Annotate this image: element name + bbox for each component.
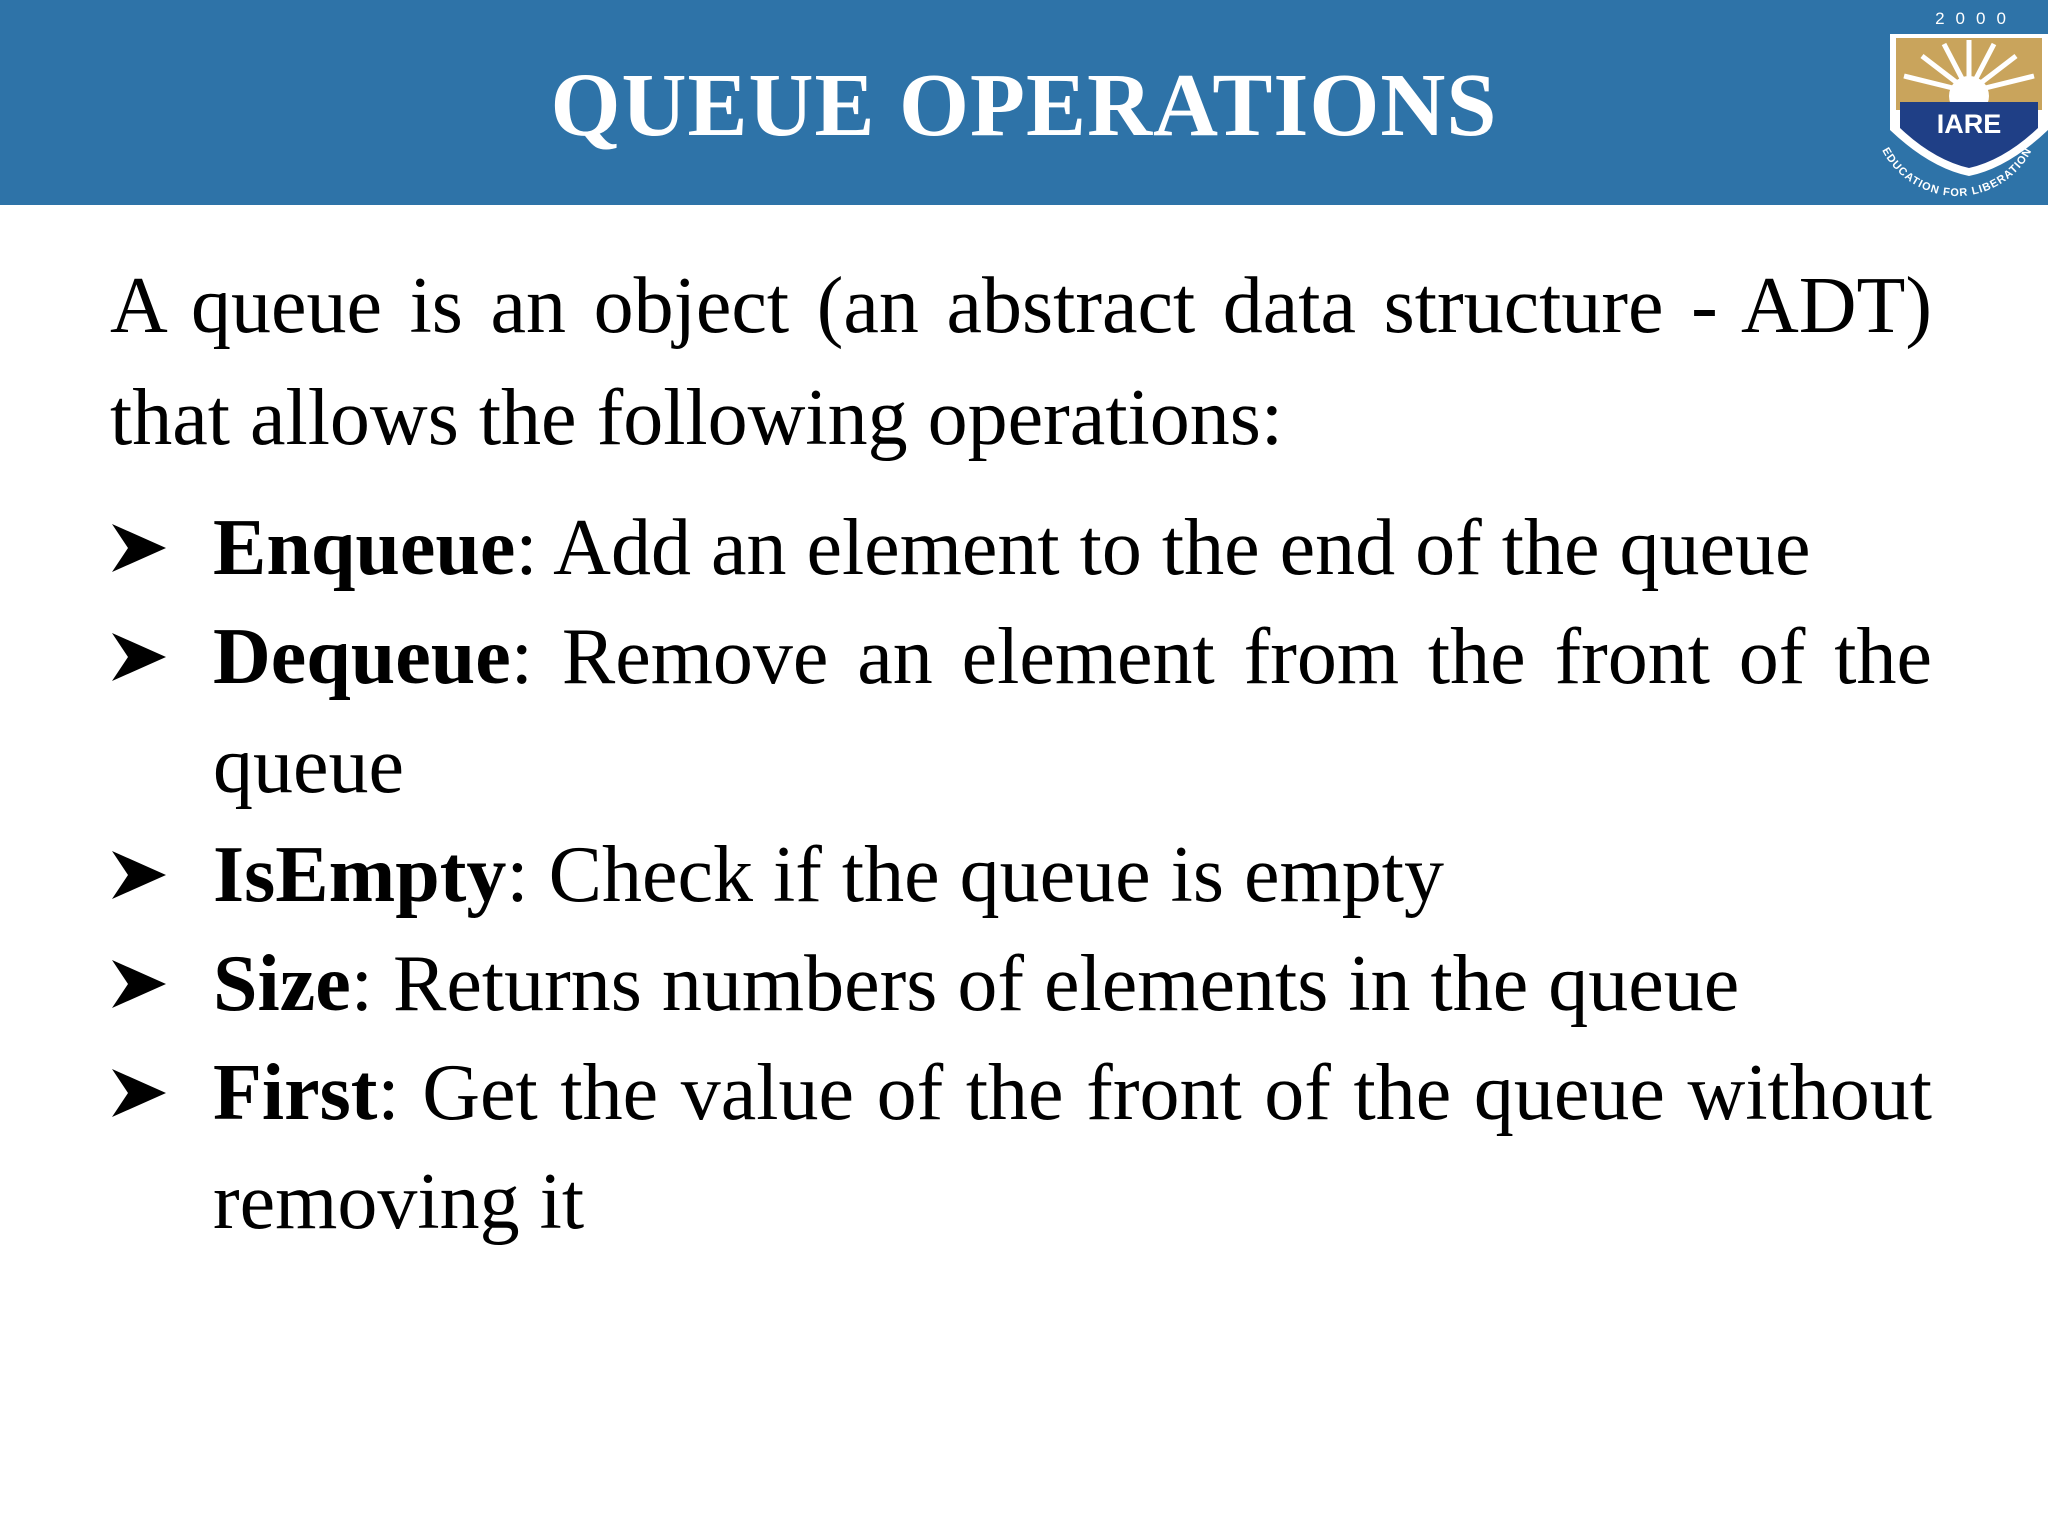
operation-separator: :: [350, 940, 373, 1028]
logo-name: IARE: [1936, 109, 2002, 139]
operation-name: Size: [213, 940, 351, 1028]
operation-separator: :: [515, 504, 538, 592]
intro-paragraph: A queue is an object (an abstract data structure - ADT) that allows the following operations:: [110, 262, 1932, 462]
arrow-bullet-icon: [110, 849, 168, 901]
arrow-bullet-icon: [110, 958, 168, 1010]
operation-description: Add an element to the end of the queue: [537, 504, 1811, 592]
logo-motto: EDUCATION FOR LIBERATION: [1879, 145, 2035, 200]
operation-separator: :: [510, 613, 534, 701]
operation-name: Enqueue: [213, 504, 516, 592]
list-item-isempty: [110, 821, 1932, 930]
operation-description: Check if the queue is empty: [528, 831, 1444, 919]
operation-name: Dequeue: [213, 613, 511, 701]
operation-separator: :: [506, 831, 529, 919]
list-item-dequeue: [110, 603, 1932, 821]
list-item-size: [110, 930, 1932, 1039]
operation-separator: :: [377, 1049, 400, 1137]
operation-name: IsEmpty: [213, 831, 507, 919]
operation-description: Get the value of the front of the queue without removing it: [213, 1049, 1932, 1246]
iare-logo: [1858, 0, 2048, 205]
operation-description: Remove an element from the front of the queue: [213, 613, 1932, 810]
list-item-first: [110, 1039, 1932, 1257]
operation-name: First: [213, 1049, 378, 1137]
arrow-bullet-icon: [110, 631, 168, 683]
arrow-bullet-icon: [110, 522, 168, 574]
operations-list: [110, 494, 1932, 1257]
iare-logo-graphic: [1858, 0, 2048, 205]
logo-year: 2000: [1935, 9, 2017, 28]
arrow-bullet-icon: [110, 1067, 168, 1119]
header-bar: [0, 0, 2048, 205]
slide-body: [110, 250, 1932, 1257]
slide-title: QUEUE OPERATIONS: [550, 56, 1498, 155]
list-item-enqueue: [110, 494, 1932, 603]
operation-description: Returns numbers of elements in the queue: [372, 940, 1740, 1028]
